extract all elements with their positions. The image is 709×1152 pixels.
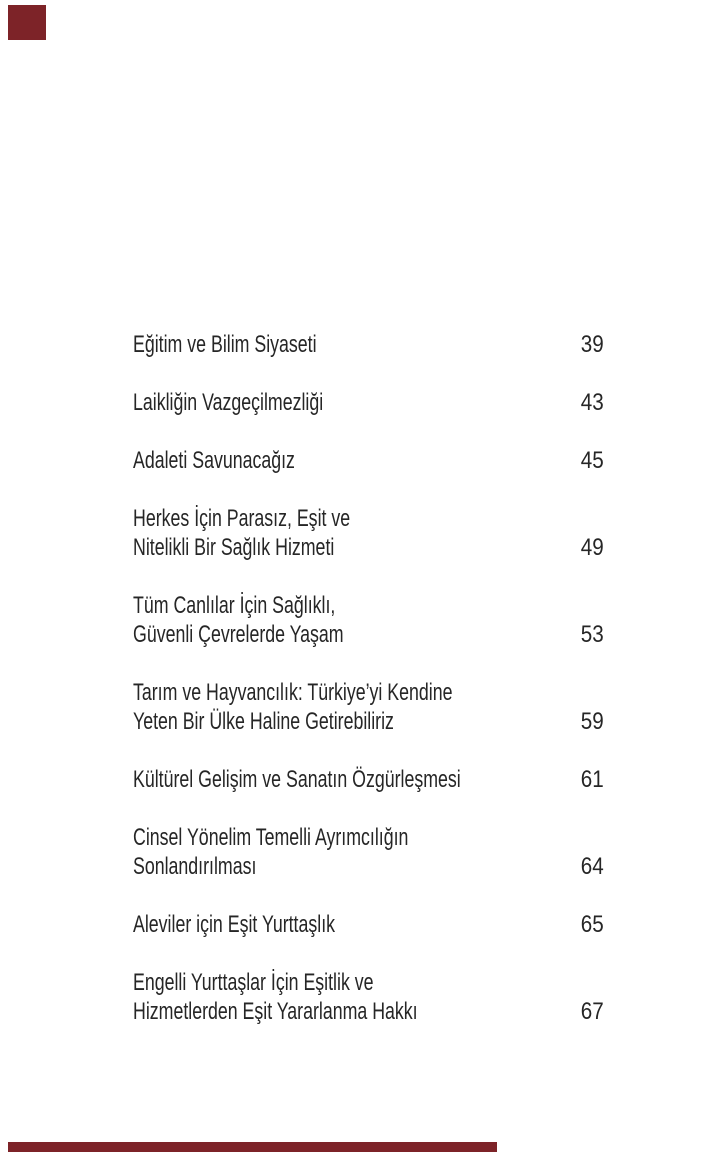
toc-entry — [133, 765, 604, 794]
toc-entry-title — [133, 823, 462, 881]
toc-entry-title-line: Eğitim ve Bilim Siyaseti — [133, 331, 317, 358]
toc-entry-page-number: 64 — [581, 853, 604, 880]
toc-entry — [133, 446, 604, 475]
toc-entry-title — [133, 765, 462, 794]
toc-entry-page-number: 43 — [581, 389, 604, 416]
toc-entry — [133, 823, 604, 881]
toc-entry-page-number: 65 — [581, 911, 604, 938]
toc-entry-title-line: Adaleti Savunacağız — [133, 447, 295, 474]
toc-entry-title — [133, 591, 462, 649]
toc-entry-page-number: 67 — [581, 998, 604, 1025]
toc-entry-title — [133, 910, 462, 939]
toc-entry-title-line: Laikliğin Vazgeçilmezliği — [133, 389, 324, 416]
toc-entry — [133, 678, 604, 736]
toc-entry-title-line: Hizmetlerden Eşit Yararlanma Hakkı — [133, 998, 418, 1025]
toc-entry-title-line: Yeten Bir Ülke Haline Getirebiliriz — [133, 708, 394, 735]
toc-entry-title — [133, 678, 462, 736]
toc-entry-title-line: Nitelikli Bir Sağlık Hizmeti — [133, 534, 335, 561]
toc-entry-page-number: 45 — [581, 447, 604, 474]
toc-entry-title — [133, 968, 462, 1026]
toc-entry-title-line: Sonlandırılması — [133, 853, 257, 880]
toc-entry-title-line: Tüm Canlılar İçin Sağlıklı, — [133, 592, 336, 619]
toc-entry-title-line: Kültürel Gelişim ve Sanatın Özgürleşmesi — [133, 766, 461, 793]
toc-entry — [133, 968, 604, 1026]
toc-entry — [133, 504, 604, 562]
toc-entry-title-line: Güvenli Çevrelerde Yaşam — [133, 621, 344, 648]
toc-entry — [133, 910, 604, 939]
toc-entry-title-line: Tarım ve Hayvancılık: Türkiye’yi Kendine — [133, 679, 453, 706]
toc-entry-title — [133, 388, 462, 417]
toc-entry-page-number: 59 — [581, 708, 604, 735]
toc-entry-title — [133, 330, 462, 359]
toc-entry-title — [133, 504, 462, 562]
corner-accent-block — [8, 5, 46, 40]
toc-entry-page-number: 61 — [581, 766, 604, 793]
footer-accent-bar — [8, 1142, 497, 1152]
toc-entry — [133, 330, 604, 359]
toc-entry-title-line: Cinsel Yönelim Temelli Ayrımcılığın — [133, 824, 409, 851]
toc-entry-page-number: 39 — [581, 331, 604, 358]
toc-entry — [133, 388, 604, 417]
toc-entry-page-number: 53 — [581, 621, 604, 648]
toc-entry-page-number: 49 — [581, 534, 604, 561]
toc-entry-title-line: Aleviler için Eşit Yurttaşlık — [133, 911, 336, 938]
table-of-contents — [133, 330, 604, 1026]
toc-entry-title-line: Engelli Yurttaşlar İçin Eşitlik ve — [133, 969, 374, 996]
toc-entry-title — [133, 446, 462, 475]
toc-entry-title-line: Herkes İçin Parasız, Eşit ve — [133, 505, 351, 532]
toc-entry — [133, 591, 604, 649]
